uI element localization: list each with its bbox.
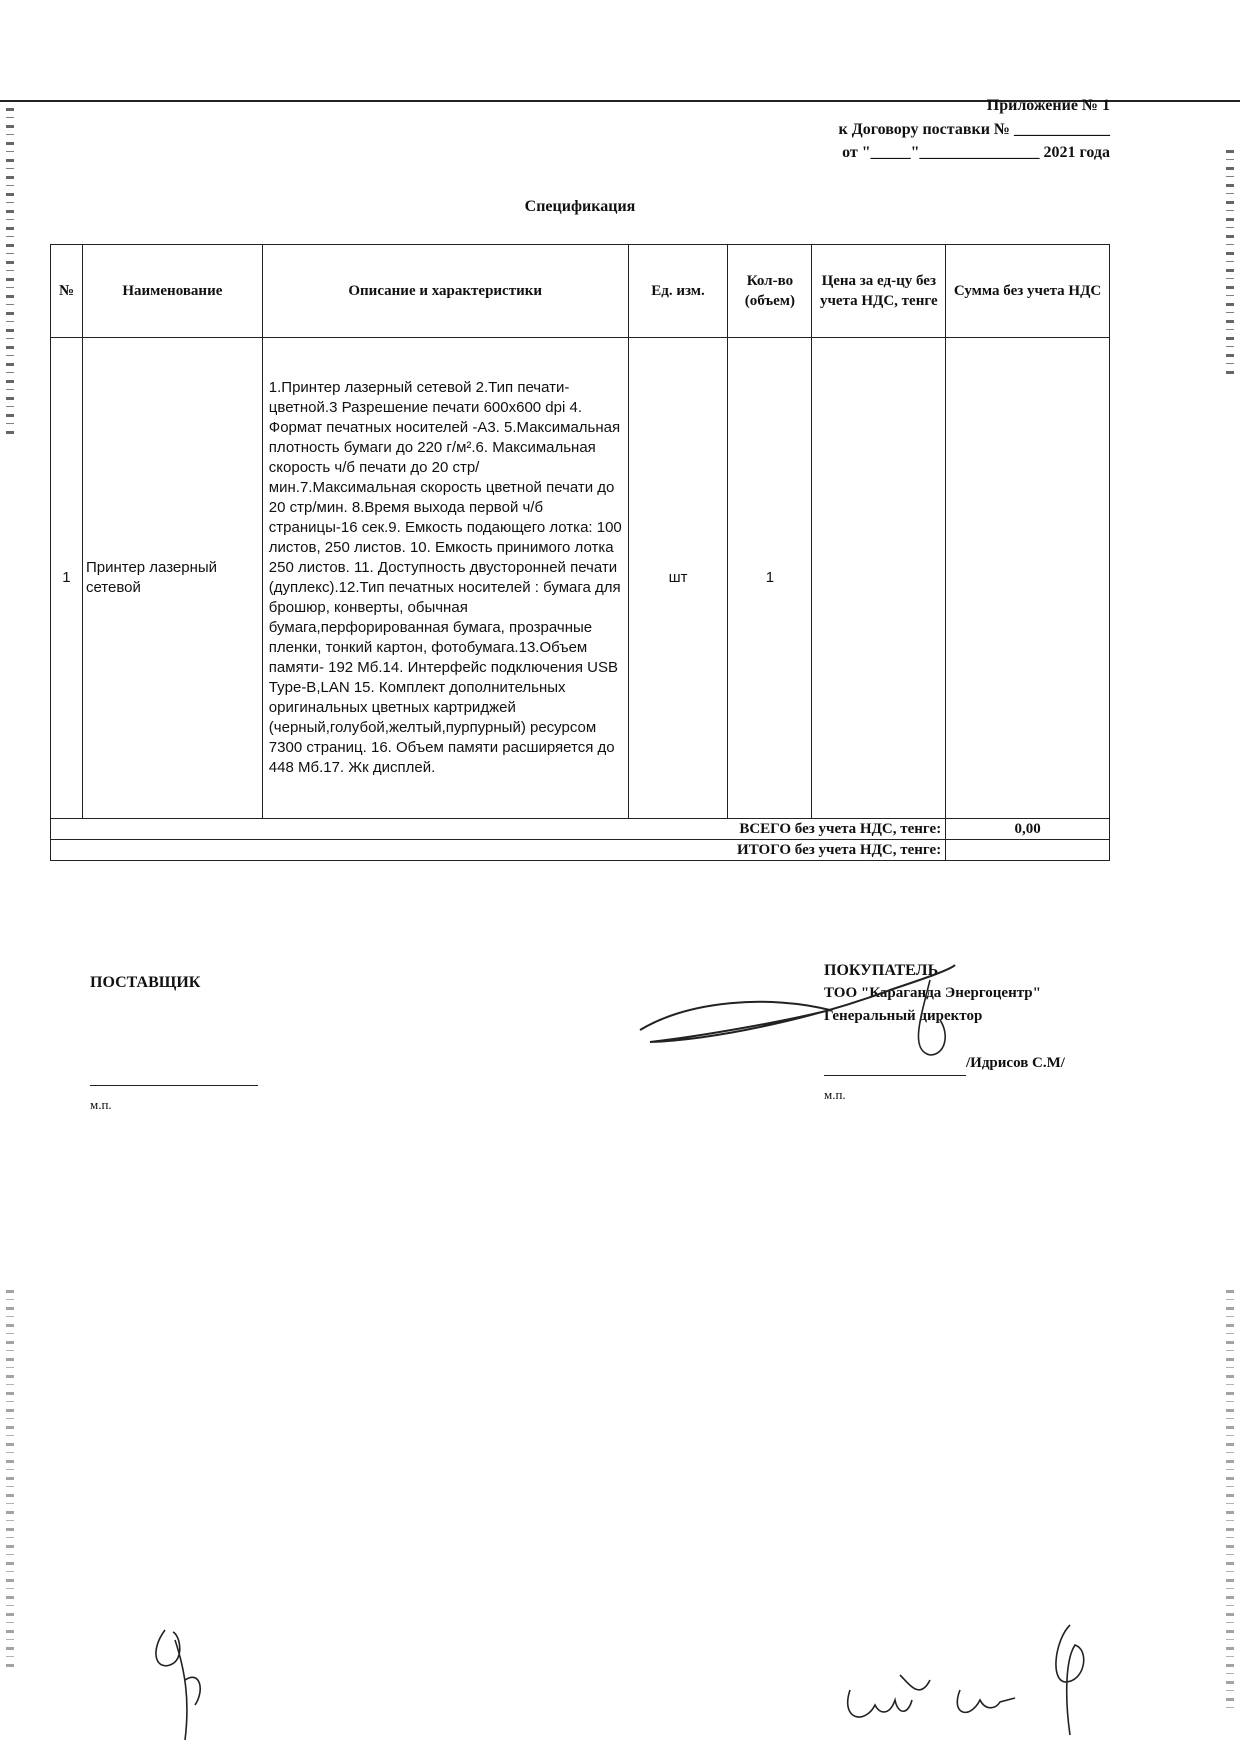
total-value: 0,00 [946, 819, 1110, 840]
buyer-label: ПОКУПАТЕЛЬ [824, 962, 939, 979]
specification-table [50, 244, 1110, 861]
buyer-handwritten-signature [630, 960, 960, 1080]
initials-right-signatures [840, 1620, 1110, 1740]
col-header-description: Описание и характеристики [262, 245, 628, 338]
buyer-position: Генеральный директор [824, 1008, 983, 1024]
scan-margin-marks-left [6, 108, 14, 438]
supplier-label: ПОСТАВЩИК [90, 974, 201, 991]
initials-left-signature [145, 1610, 215, 1750]
supplier-stamp-label: м.п. [90, 1097, 112, 1112]
scan-margin-marks-left-lower [6, 1290, 14, 1670]
buyer-org: ТОО "Караганда Энергоцентр" [824, 985, 1041, 1001]
col-header-qty: Кол-во (объем) [728, 245, 812, 338]
row-description: 1.Принтер лазерный сетевой 2.Тип печати-цветной.3 Разрешение печати 600x600 dpi 4. Формат печатных носителей -А3. 5.Максимальная плотность бумаги до 220 г/м².6. Максимальная скорость ч/б печати до 20 стр/мин.7.Максимальная скорость цветной печати до 20 стр/мин. 8.Время выхода первой ч/б страницы-16 сек.9. Емкость подающего лотка: 100 листов, 250 листов. 10. Емкость принимого лотка 250 листов. 11. Доступность двусторонней печати (дуплекс).12.Тип печатных носителей : бумага для брошюр, конверты, обычная бумага,перфорированная бумага, прозрачные пленки, тонкий картон, фотобумага.13.Объем памяти- 192 Мб.14. Интерфейс подключения USB Type-B,LAN 15. Комплект дополнительных оригинальных цветных картриджей (черный,голубой,желтый,пурпурный) ресурсом 7300 страниц. 16. Объем памяти расширяется до 448 Мб.17. Жк дисплей. [262, 338, 628, 819]
supplier-signature-line [90, 1085, 258, 1086]
row-unit: шт [628, 338, 728, 819]
row-sum [946, 338, 1110, 819]
document-title: Спецификация [524, 198, 636, 215]
col-header-sum: Сумма без учета НДС [946, 245, 1110, 338]
grand-total-row [51, 840, 1110, 861]
row-qty: 1 [728, 338, 812, 819]
table-row [51, 338, 1110, 819]
contract-line: к Договору поставки № ____________ [838, 121, 1110, 138]
scan-margin-marks-right-lower [1226, 1290, 1234, 1710]
total-label: ВСЕГО без учета НДС, тенге: [51, 819, 946, 840]
scan-margin-marks-right [1226, 150, 1234, 380]
grand-total-value [946, 840, 1110, 861]
buyer-stamp-label: м.п. [824, 1087, 846, 1102]
col-header-num: № [51, 245, 83, 338]
date-line: от "_____"_______________ 2021 года [842, 144, 1110, 161]
col-header-name: Наименование [82, 245, 262, 338]
row-name: Принтер лазерный сетевой [82, 338, 262, 819]
row-num: 1 [51, 338, 83, 819]
col-header-price: Цена за ед-цу без учета НДС, тенге [812, 245, 946, 338]
total-row [51, 819, 1110, 840]
table-header-row [51, 245, 1110, 338]
row-price [812, 338, 946, 819]
grand-total-label: ИТОГО без учета НДС, тенге: [51, 840, 946, 861]
appendix-label: Приложение № 1 [986, 97, 1110, 114]
buyer-signature-name: /Идрисов С.М/ [966, 1055, 1065, 1071]
col-header-unit: Ед. изм. [628, 245, 728, 338]
